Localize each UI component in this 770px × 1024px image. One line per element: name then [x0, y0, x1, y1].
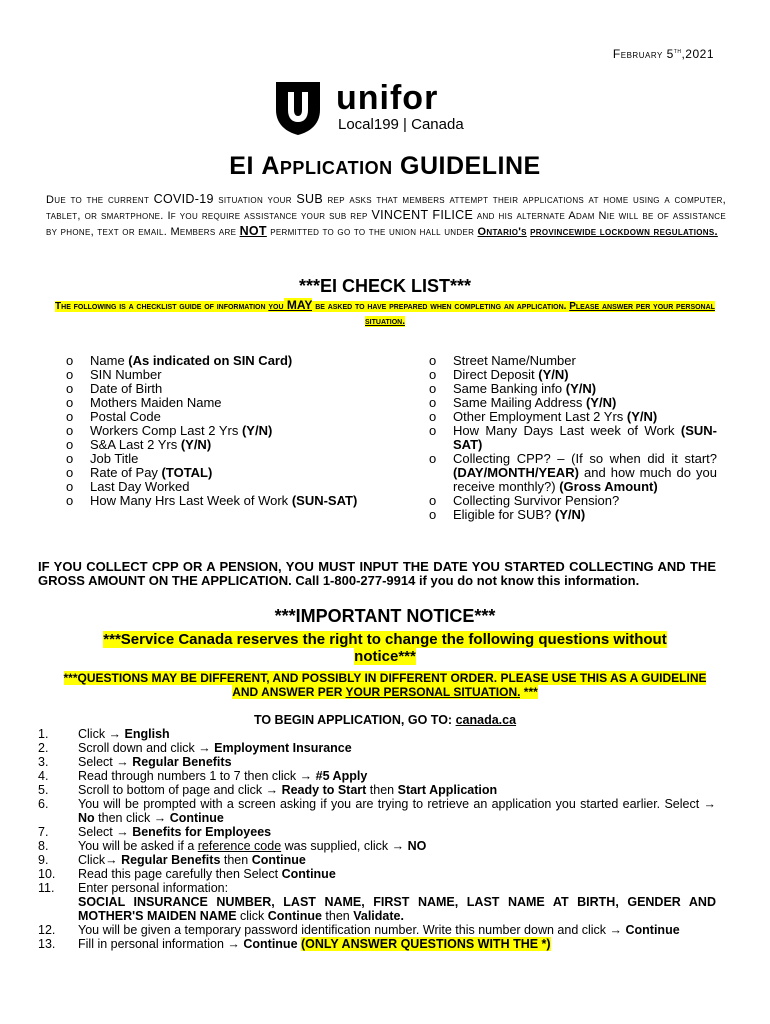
checklist-item: o SIN Number	[64, 368, 364, 382]
step-item	[38, 867, 716, 881]
checklist-item: o Postal Code	[64, 410, 364, 424]
logo-wordmark: unifor	[336, 79, 439, 117]
logo-subtitle: Local199 | Canada	[338, 116, 464, 133]
step-item	[38, 853, 716, 867]
step-item	[38, 755, 716, 769]
step-item	[38, 769, 716, 783]
step-number: 1.	[38, 727, 49, 741]
step-text: Select → Regular Benefits	[78, 755, 232, 769]
unifor-logo	[272, 80, 502, 136]
step-number: 12.	[38, 923, 56, 937]
checklist-item: o How Many Days Last week of Work (SUN-SAT)	[427, 424, 717, 452]
step-item	[38, 825, 716, 839]
application-steps	[38, 727, 716, 951]
step-number: 8.	[38, 839, 49, 853]
checklist-note: The following is a checklist guide of information you MAY be asked to have prepared when completing an application. Please answer per your personal situation.	[55, 298, 715, 327]
checklist-item: o Street Name/Number	[427, 354, 717, 368]
step-text: Select → Benefits for Employees	[78, 825, 272, 839]
important-notice-heading: ***IMPORTANT NOTICE***	[274, 606, 496, 626]
checklist-item: o Job Title	[64, 452, 364, 466]
checklist-item: o Direct Deposit (Y/N)	[427, 368, 717, 382]
checklist-item: o Name (As indicated on SIN Card)	[64, 354, 364, 368]
checklist-item: o Collecting CPP? – (If so when did it start? (DAY/MONTH/YEAR) and how much do you receive monthly?) (Gross Amount)	[427, 452, 717, 494]
step-text: Scroll down and click → Employment Insurance	[78, 741, 352, 755]
step-text: You will be prompted with a screen asking if you are trying to retrieve an application you started earlier. Select → No then click → Continue	[78, 797, 716, 825]
step-number: 3.	[38, 755, 49, 769]
begin-application-line: TO BEGIN APPLICATION, GO TO: canada.ca	[253, 713, 517, 727]
intro-paragraph: Due to the current COVID-19 situation your SUB rep asks that members attempt their applications at home using a computer, tablet, or smartphone. If you require assistance your sub rep VINCENT FILICE and his alternate Adam Nie will be of assistance by phone, text or email. Members are NOT permitted to go to the union hall under Ontario's provincewide lockdown regulations.	[46, 192, 727, 238]
step-item	[38, 923, 716, 937]
guideline-notice: ***QUESTIONS MAY BE DIFFERENT, AND POSSIBLY IN DIFFERENT ORDER. PLEASE USE THIS AS A GUIDELINE AND ANSWER PER YOUR PERSONAL SITUATION. ***	[63, 671, 707, 699]
step-number: 2.	[38, 741, 49, 755]
checklist-item: o Eligible for SUB? (Y/N)	[427, 508, 717, 522]
step-item	[38, 783, 716, 797]
cpp-pension-note: IF YOU COLLECT CPP OR A PENSION, YOU MUST INPUT THE DATE YOU STARTED COLLECTING AND THE GROSS AMOUNT ON THE APPLICATION. Call 1-800-277-9914 if you do not know this information.	[38, 559, 716, 588]
checklist-item: o Rate of Pay (TOTAL)	[64, 466, 364, 480]
step-text: Fill in personal information → Continue (ONLY ANSWER QUESTIONS WITH THE *)	[78, 937, 551, 951]
canada-ca-link[interactable]: canada.ca	[455, 713, 517, 727]
checklist-item: o Collecting Survivor Pension?	[427, 494, 717, 508]
step-number: 10.	[38, 867, 56, 881]
step-item	[38, 727, 716, 741]
step-text: Scroll to bottom of page and click → Ready to Start then Start Application	[78, 783, 498, 797]
unifor-shield-icon	[272, 80, 324, 136]
step-text: Click→ Regular Benefits then Continue	[78, 853, 306, 867]
checklist-item: o Workers Comp Last 2 Yrs (Y/N)	[64, 424, 364, 438]
service-canada-notice: ***Service Canada reserves the right to change the following questions without notice***	[103, 631, 667, 665]
checklist-item: o Date of Birth	[64, 382, 364, 396]
step-item	[38, 839, 716, 853]
checklist-right-column	[427, 354, 717, 522]
step-text: Read this page carefully then Select Continue	[78, 867, 336, 881]
step-number: 7.	[38, 825, 49, 839]
checklist-item: o S&A Last 2 Yrs (Y/N)	[64, 438, 364, 452]
step-item	[38, 937, 716, 951]
step-text: Read through numbers 1 to 7 then click → #5 Apply	[78, 769, 368, 783]
step-item	[38, 741, 716, 755]
checklist-heading: ***EI CHECK LIST***	[298, 276, 472, 296]
checklist-item: o How Many Hrs Last Week of Work (SUN-SAT)	[64, 494, 364, 508]
step-number: 5.	[38, 783, 49, 797]
step-number: 13.	[38, 937, 56, 951]
step-number: 6.	[38, 797, 49, 811]
step-number: 11.	[38, 881, 55, 895]
step-text: Enter personal information: SOCIAL INSURANCE NUMBER, LAST NAME, FIRST NAME, LAST NAME AT BIRTH, GENDER AND MOTHER'S MAIDEN NAME click Continue then Validate.	[78, 881, 716, 923]
checklist-item: o Same Mailing Address (Y/N)	[427, 396, 717, 410]
step-item	[38, 797, 716, 825]
checklist-item: o Other Employment Last 2 Yrs (Y/N)	[427, 410, 717, 424]
step-text: Click → English	[78, 727, 170, 741]
document-date: February 5th,2021	[612, 47, 714, 61]
page-title: EI Application GUIDELINE	[229, 152, 541, 180]
step-text: You will be given a temporary password identification number. Write this number down and click → Continue	[78, 923, 680, 937]
checklist-item: o Same Banking info (Y/N)	[427, 382, 717, 396]
step-number: 4.	[38, 769, 49, 783]
step-number: 9.	[38, 853, 49, 867]
step-text: You will be asked if a reference code was supplied, click → NO	[78, 839, 427, 853]
checklist-item: o Last Day Worked	[64, 480, 364, 494]
checklist-item: o Mothers Maiden Name	[64, 396, 364, 410]
checklist-left-column	[64, 354, 364, 508]
step-item	[38, 881, 716, 923]
